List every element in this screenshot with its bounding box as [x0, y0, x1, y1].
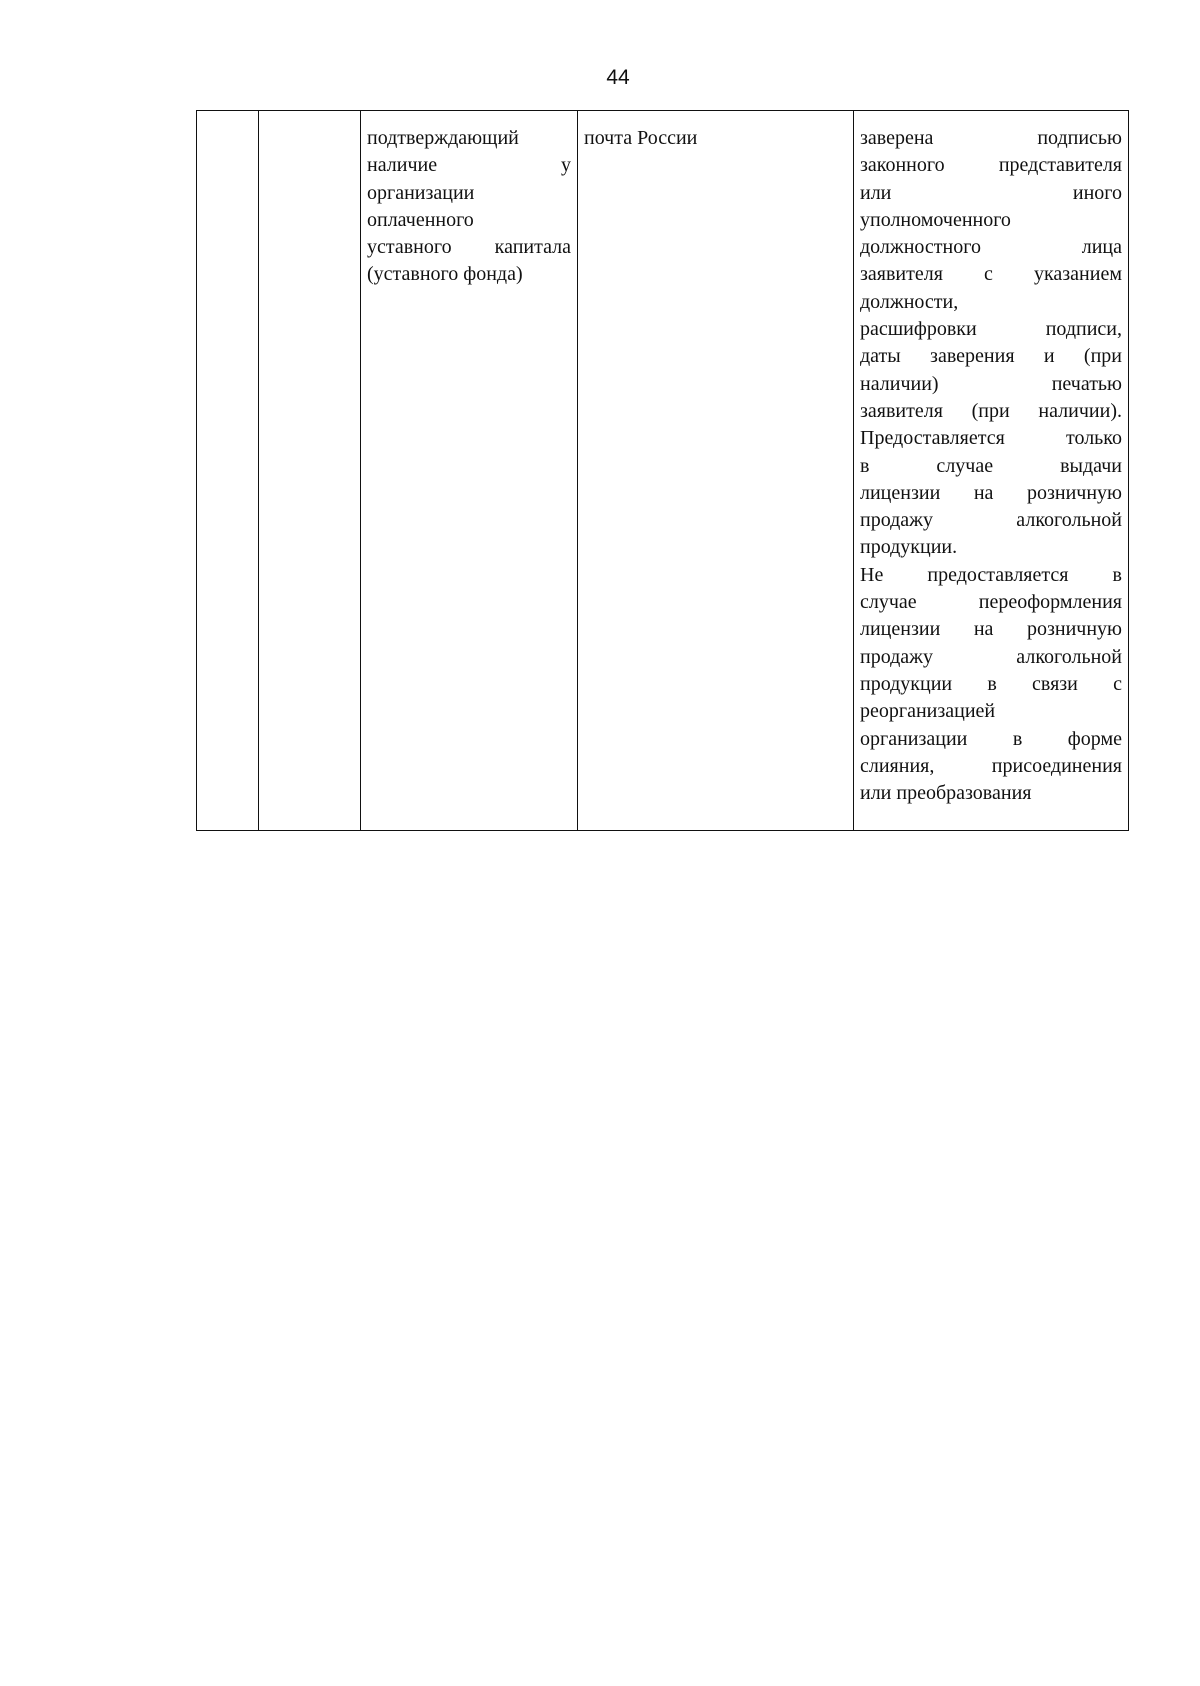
text-line: должности,	[860, 290, 959, 313]
text-line: или преобразования	[860, 782, 1032, 805]
text-line: должностного лица	[860, 236, 1122, 259]
table-row	[197, 111, 1129, 831]
text-line: оплаченного	[367, 208, 474, 231]
text-line: расшифровки подписи,	[860, 318, 1122, 341]
text-line: законного представителя	[860, 154, 1122, 177]
text-line: организации	[367, 181, 475, 204]
text-line: подтверждающий	[367, 127, 519, 149]
document-description	[367, 111, 571, 289]
text-line: наличие у	[367, 154, 571, 177]
text-line: уполномоченного	[860, 208, 1011, 231]
table-cell-item	[259, 111, 361, 831]
requirements-text	[860, 111, 1122, 807]
text-line: продажу алкогольной	[860, 645, 1122, 668]
text-line: в случае выдачи	[860, 454, 1122, 477]
table-cell-number	[197, 111, 259, 831]
text-line: лицензии на розничную	[860, 618, 1122, 641]
page-number: 44	[606, 66, 630, 89]
requirements-table	[196, 110, 1129, 831]
text-line: продукции.	[860, 536, 958, 559]
text-line: организации в форме	[860, 727, 1122, 750]
text-line: даты заверения и (при	[860, 345, 1122, 368]
text-line: (уставного фонда)	[367, 263, 523, 286]
table-cell-submission-method	[578, 111, 854, 831]
text-line: заявителя с указанием	[860, 263, 1122, 286]
text-line: слияния, присоединения	[860, 754, 1122, 777]
table-cell-document	[361, 111, 578, 831]
text-line: лицензии на розничную	[860, 481, 1122, 504]
text-line: уставного капитала	[367, 236, 571, 259]
text-line: Предоставляется только	[860, 427, 1122, 450]
text-line: продажу алкогольной	[860, 509, 1122, 532]
submission-method: почта России	[584, 127, 698, 149]
text-line: продукции в связи с	[860, 672, 1122, 695]
text-line: случае переоформления	[860, 591, 1122, 614]
text-line: заявителя (при наличии).	[860, 399, 1122, 422]
text-line: заверена подписью	[860, 127, 1122, 149]
text-line: наличии) печатью	[860, 372, 1122, 395]
text-line: или иного	[860, 181, 1122, 204]
text-line: реорганизацией	[860, 700, 996, 723]
text-line: Не предоставляется в	[860, 563, 1122, 586]
table-cell-requirements	[854, 111, 1129, 831]
